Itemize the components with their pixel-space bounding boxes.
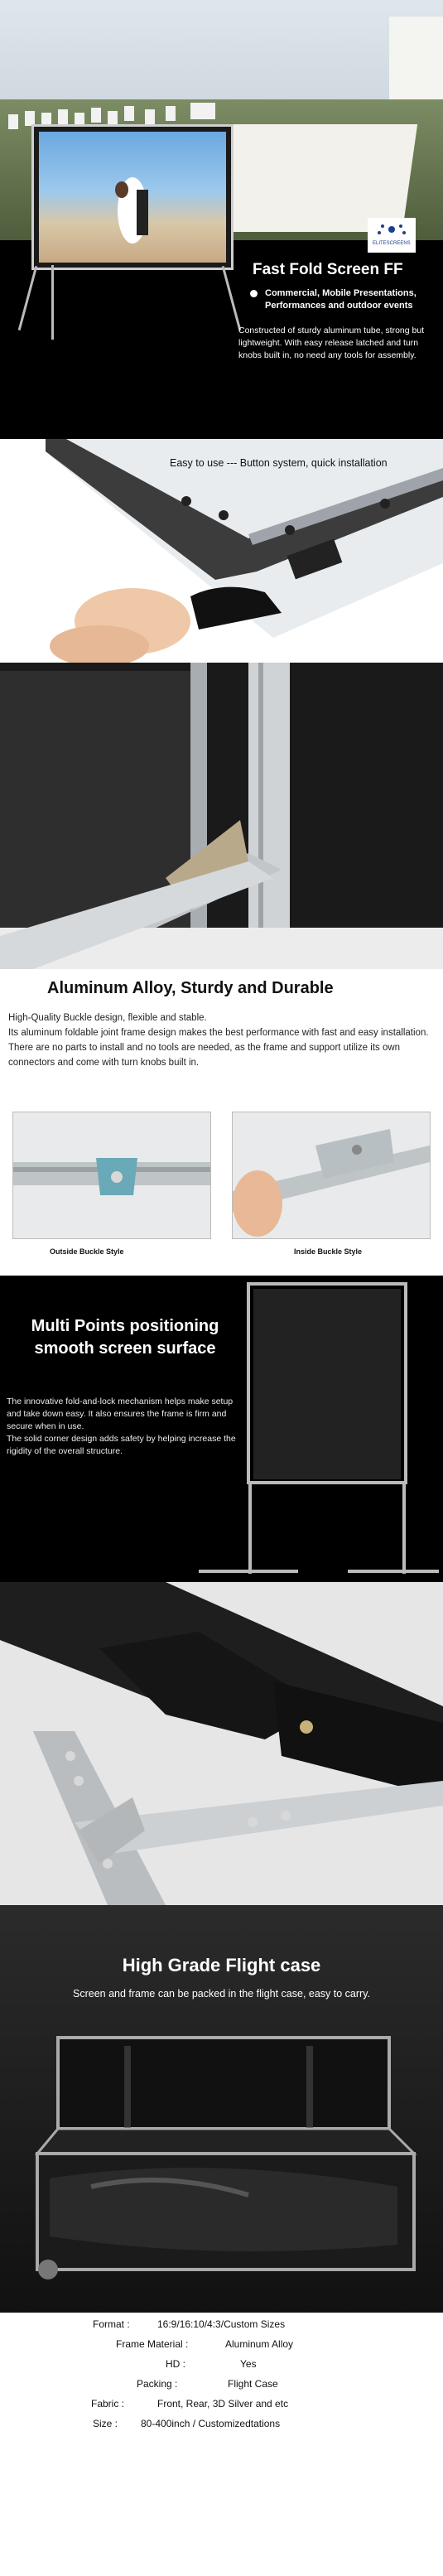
aluminum-title: Aluminum Alloy, Sturdy and Durable bbox=[47, 979, 334, 997]
joint-closeup-section bbox=[0, 663, 443, 969]
logo-text: ELITESCREENS bbox=[373, 241, 411, 246]
building-image bbox=[389, 17, 443, 99]
hero-description: Constructed of sturdy aluminum tube, strong but lightweight. With easy release latched and turn knobs built in, no need any tools for assembly. bbox=[238, 326, 425, 360]
multi-points-title: Multi Points positioning smooth screen surface bbox=[31, 1317, 219, 1358]
button-system-caption: Easy to use --- Button system, quick installation bbox=[170, 457, 388, 469]
hero-sky bbox=[0, 0, 443, 108]
aluminum-line2: Its aluminum foldable joint frame design makes the best performance with fast and easy installation. There are no parts to install and no tools are needed, as the frame and support utilize its own connectors and come with turn knobs built in. bbox=[8, 1028, 429, 1068]
spec-label-size: Size : bbox=[93, 2418, 118, 2429]
outside-buckle-illustration bbox=[13, 1112, 210, 1238]
brand-logo bbox=[368, 218, 416, 253]
frame-corner-illustration bbox=[0, 439, 443, 663]
aluminum-section bbox=[0, 969, 443, 1276]
screen-left-leg bbox=[18, 266, 38, 330]
outside-buckle-image bbox=[12, 1112, 211, 1239]
bullet-icon bbox=[250, 290, 258, 297]
spec-value-size: 80-400inch / Customizedtations bbox=[141, 2418, 281, 2429]
spec-label-hd: HD : bbox=[166, 2358, 185, 2370]
wedding-photo bbox=[39, 132, 226, 263]
screen-center-leg bbox=[51, 265, 54, 340]
specs-section bbox=[0, 2313, 443, 2576]
couple-illustration bbox=[39, 132, 226, 263]
multi-points-section bbox=[0, 1276, 443, 1582]
flight-case-illustration bbox=[0, 2021, 443, 2294]
corner-closeup-section bbox=[0, 1582, 443, 1905]
flight-case-section bbox=[0, 1905, 443, 2313]
inside-buckle-caption: Inside Buckle Style bbox=[294, 1247, 363, 1256]
spec-value-frame-material: Aluminum Alloy bbox=[225, 2338, 294, 2350]
aluminum-line1: High-Quality Buckle design, flexible and stable. bbox=[8, 1013, 207, 1023]
joint-closeup-illustration bbox=[0, 663, 443, 969]
banquet-table-image bbox=[212, 124, 417, 232]
flight-case-title: High Grade Flight case bbox=[122, 1955, 321, 1975]
hero-section bbox=[0, 0, 443, 439]
spec-value-hd: Yes bbox=[240, 2358, 257, 2370]
spec-label-fabric: Fabric : bbox=[91, 2398, 125, 2410]
spec-value-fabric: Front, Rear, 3D Silver and etc bbox=[157, 2398, 289, 2410]
spec-label-frame-material: Frame Material : bbox=[116, 2338, 189, 2350]
spec-value-format: 16:9/16:10/4:3/Custom Sizes bbox=[157, 2318, 286, 2330]
inside-buckle-image bbox=[232, 1112, 431, 1239]
multi-points-para2: The solid corner design adds safety by helping increase the rigidity of the overall structure. bbox=[7, 1434, 236, 1456]
spec-label-format: Format : bbox=[93, 2318, 130, 2330]
screen-right-leg bbox=[222, 266, 242, 330]
inside-buckle-illustration bbox=[233, 1112, 430, 1238]
flight-case-caption: Screen and frame can be packed in the flight case, easy to carry. bbox=[73, 1988, 370, 2000]
button-system-section bbox=[0, 439, 443, 663]
hero-title: Fast Fold Screen FF bbox=[253, 261, 403, 278]
multi-points-para1: The innovative fold-and-lock mechanism helps make setup and take down easy. It also ensures the frame is firm and secure when in use. bbox=[7, 1397, 234, 1431]
corner-closeup-illustration bbox=[0, 1582, 443, 1905]
hero-subtitle: Commercial, Mobile Presentations, Performances and outdoor events bbox=[265, 288, 417, 311]
projection-screen bbox=[31, 124, 234, 270]
spec-value-packing: Flight Case bbox=[228, 2378, 278, 2390]
spec-label-packing: Packing : bbox=[137, 2378, 178, 2390]
outside-buckle-caption: Outside Buckle Style bbox=[50, 1247, 124, 1256]
